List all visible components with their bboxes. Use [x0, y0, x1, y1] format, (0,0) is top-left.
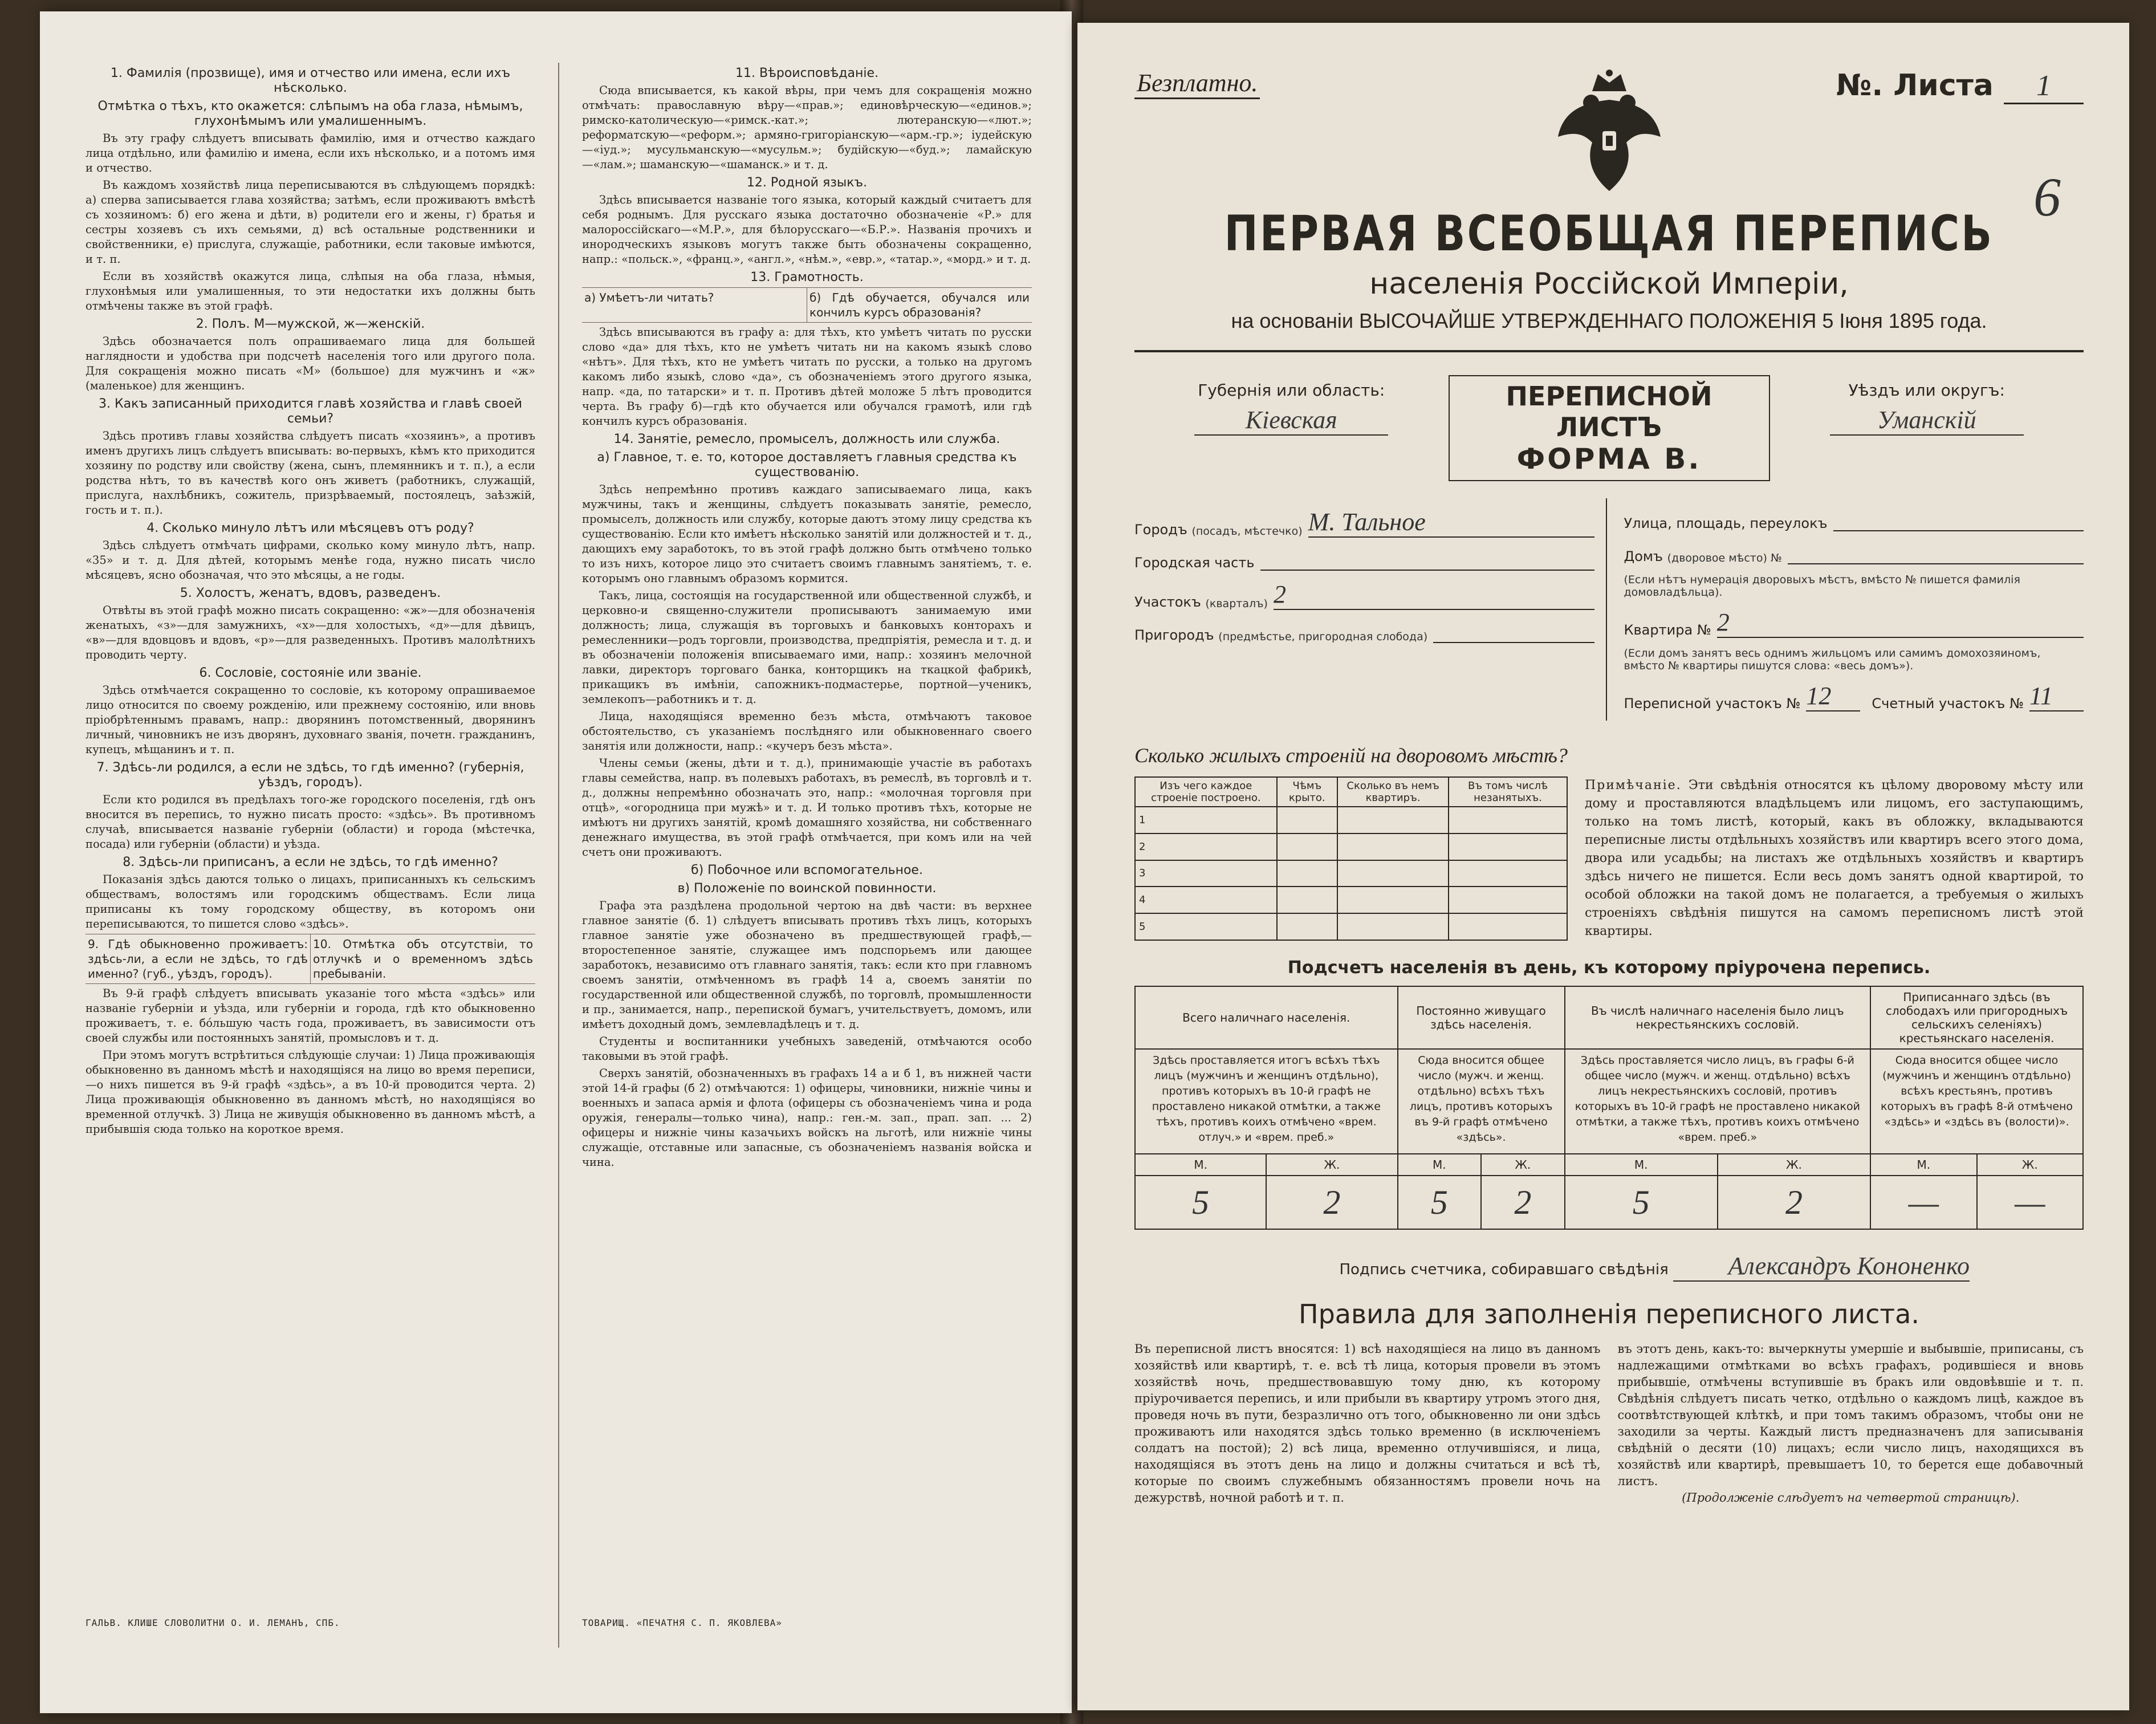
district-value: Уманскій [1830, 405, 2024, 436]
paragraph: Здѣсь непремѣнно противъ каждаго записываемаго лица, какъ мужчины, такъ и женщины, слѣдуетъ показывать занятіе, ремесло, промыселъ, должность или службу, которые даютъ этому лицу средства къ существованію. Если кто имѣетъ нѣсколько занятій или должностей и т. д., дающихъ ему заработокъ, то въ этой графѣ должно быть отмѣчено только то изъ нихъ, которое лицо это считаетъ своимъ главнымъ занятіемъ, т. е. которымъ оно главнымъ образомъ кормится. [582, 483, 1032, 585]
house-field: Домъ (дворовое мѣсто) № [1624, 540, 2084, 564]
paragraph: Члены семьи (жены, дѣти и т. д.), принимающіе участіе въ работахъ главы семейства, напр. въ полевыхъ работахъ, въ ремеслѣ, въ торговлѣ и т. д., должны непремѣнно обозначать это, напр.: «молочная торговля при отцѣ», «огородница при мужѣ» и т. д. И только противъ тѣхъ, которые не имѣютъ ни другихъ занятій, кромѣ домашняго хозяйства, ни собственнаго денежнаго имущества, въ этой графѣ отмѣчается, при комъ или на чей счетъ они проживаютъ. [582, 757, 1032, 859]
count-value: — [1977, 1176, 2084, 1229]
table-row [1135, 1176, 2083, 1229]
count-value: 5 [1565, 1176, 1718, 1229]
ward-field: Участокъ (кварталъ) 2 [1134, 580, 1594, 610]
paragraph: Здѣсь обозначается полъ опрашиваемаго лица для большей наглядности и удобства при подсчетѣ населенія того или другого пола. Для сокращенія можно писать «М» (большое) для мужчинъ и «ж» (маленькое) для женщинъ. [86, 335, 535, 392]
printer-imprint: ГАЛЬВ. КЛИШЕ СЛОВОЛИТНИ О. И. ЛЕМАНЪ, СПБ. [86, 1617, 340, 1628]
free-label: Безплатно. [1134, 68, 1260, 99]
sheet-number: №. Листа 1 [1836, 68, 2084, 104]
split-heading [582, 287, 1032, 323]
section-heading: 13. Грамотность. [750, 270, 864, 284]
paragraph: Показанія здѣсь даются только о лицахъ, приписанныхъ къ сельскимъ обществамъ, волостямъ или городскимъ обществамъ. Если лица приписаны къ тому городскому обществу, въ которомъ они переписываются, то пишется слово «здѣсь». [86, 873, 535, 930]
legal-basis: на основаніи ВЫСОЧАЙШЕ УТВЕРЖДЕННАГО ПОЛОЖЕНІЯ 5 Іюня 1895 года. [1134, 309, 2084, 352]
table-row: 1 [1135, 807, 1567, 833]
paragraph: Здѣсь противъ главы хозяйства слѣдуетъ писать «хозяинъ», а противъ именъ другихъ лицъ слѣдуетъ вписывать: во-первыхъ, кѣмъ кто приходится хозяину по родству или свойству (жена, сынъ, племянникъ и т. п.), а если родства нѣтъ, то въ качествѣ кого онъ живетъ (работникъ, служащій, прислуга, нахлѣбникъ, сожитель, призрѣваемый, постоялецъ, заѣзжій, гость и т. п.). [86, 429, 535, 517]
city-part-field: Городская часть [1134, 547, 1594, 571]
address-fields [1134, 498, 2084, 721]
column-header: Чѣмъ крыто. [1277, 777, 1337, 807]
paragraph: Въ эту графу слѣдуетъ вписывать фамилію, имя и отчество каждаго лица отдѣльно, или фамилію и имена, если ихъ нѣсколько, и а потомъ имя и отчество. [86, 132, 535, 174]
signature-value: Александръ Кононенко [1673, 1251, 1970, 1282]
handwritten-number: 6 [2033, 166, 2061, 227]
note-text: Эти свѣдѣнія относятся къ цѣлому дворовому мѣсту или дому и проставляются владѣльцемъ или лицомъ, его заступающимъ, только на томъ листѣ, который, какъ въ обложку, вкладываются переписные листы отдѣльныхъ хозяйствъ или квартиръ всего этого дома, двора или усадьбы; на листахъ же отдѣльныхъ хозяйствъ и квартиръ здѣсь ничего не пишется. Если весь домъ занятъ одной квартирой, то особой обложки на такой домъ не полагается, а требуемыя о жилыхъ строеніяхъ свѣдѣнія пишутся на самомъ переписномъ листѣ этой квартиры. [1585, 778, 2084, 938]
column-header: Приписаннаго здѣсь (въ слободахъ или пригородныхъ сельскихъ селеніяхъ) крестьянскаго населенія. [1870, 986, 2083, 1049]
signature-label: Подпись счетчика, собиравшаго свѣдѣнія [1339, 1261, 1669, 1278]
table-row: 3 [1135, 860, 1567, 887]
column-header: Постоянно живущаго здѣсь населенія. [1398, 986, 1565, 1049]
table-row: 5 [1135, 913, 1567, 940]
page-title: ПЕРВАЯ ВСЕОБЩАЯ ПЕРЕПИСЬ [1224, 205, 1994, 262]
section-heading: 14. Занятіе, ремесло, промыселъ, должность или служба. [613, 432, 1000, 446]
count-value: 2 [1481, 1176, 1565, 1229]
section-heading: 2. Полъ. М—мужской, ж—женскій. [196, 317, 425, 331]
apartment-value: 2 [1717, 608, 2084, 638]
left-page [40, 11, 1072, 1713]
count-value: 5 [1398, 1176, 1481, 1229]
table-header-row [1135, 986, 2083, 1049]
population-count-table [1134, 986, 2084, 1230]
paragraph: Здѣсь вписываются въ графу а: для тѣхъ, кто умѣетъ читать по русски слово «да» для тѣхъ, кто не умѣетъ читать ни на какомъ языкѣ слово «нѣтъ». Для тѣхъ, кто не умѣетъ читать по русски, а только на другомъ какомъ либо языкѣ, слово «да», съ обозначеніемъ этого другого языка, напр. «да, по татарски» и т. п. Противъ дѣтей моложе 5 лѣтъ проводится черта. Въ графу б)—гдѣ кто обучается или обучался грамотѣ, или гдѣ кончилъ курсъ образованія. [582, 326, 1032, 428]
section-heading: 4. Сколько минуло лѣтъ или мѣсяцевъ отъ роду? [147, 521, 474, 535]
city-field: Городъ (посадъ, мѣстечко) М. Тальное [1134, 507, 1594, 538]
count-section-value: 11 [2029, 681, 2084, 711]
column-header: Всего наличнаго населенія. [1135, 986, 1398, 1049]
table-row: 4 [1135, 887, 1567, 913]
signature-row [1134, 1246, 2084, 1282]
left-column-2 [582, 63, 1032, 1648]
split-heading-right: 10. Отмѣтка объ отсутствіи, то отлучкѣ и о временномъ здѣсь пребываніи. [310, 934, 535, 983]
column-header: Въ томъ числѣ незанятыхъ. [1449, 777, 1567, 807]
apartment-field: Квартира № 2 [1624, 608, 2084, 638]
count-value: — [1870, 1176, 1976, 1229]
table-header-row [1135, 777, 1567, 807]
count-value: 2 [1266, 1176, 1397, 1229]
column-header: Изъ чего каждое строеніе построено. [1135, 777, 1277, 807]
suburb-field: Пригородъ (предмѣстье, пригородная слобода) [1134, 619, 1594, 643]
column-header: Въ числѣ наличнаго населенія было лицъ некрестьянскихъ сословій. [1565, 986, 1871, 1049]
district-label: Уѣздъ или округъ: [1848, 381, 2005, 400]
paragraph: Въ 9-й графѣ слѣдуетъ вписывать указаніе того мѣста «здѣсь» или названіе губерніи и уѣзда, или губерніи и города, гдѣ кто обыкновенно проживаетъ, т. е. бóльшую часть года, проживаетъ, въ зависимости отъ своей службы или постоянныхъ занятій, промысловъ и т. д. [86, 987, 535, 1044]
paragraph: Здѣсь слѣдуетъ отмѣчать цифрами, сколько кому минуло лѣтъ, напр. «35» и т. д. Для дѣтей, которымъ менѣе года, нужно писать число мѣсяцевъ, ясно обозначая, что это мѣсяцы, а не годы. [86, 539, 535, 582]
buildings-section [1134, 776, 2084, 941]
ward-value: 2 [1274, 580, 1594, 610]
sheet-number-value: 1 [2004, 69, 2084, 104]
form-title: ПЕРЕПИСНОЙ ЛИСТЪ [1506, 381, 1712, 442]
continuation-note: (Продолженіе слѣдуетъ на четвертой страницѣ). [1682, 1491, 2020, 1505]
province-block [1134, 375, 1449, 481]
paragraph: Студенты и воспитанники учебныхъ заведеній, отмѣчаются особо таковыми въ этой графѣ. [582, 1035, 1032, 1063]
form-header [1134, 375, 2084, 481]
section-subheading: б) Побочное или вспомогательное. [691, 863, 923, 877]
split-heading [86, 934, 535, 984]
paragraph: Сверхъ занятій, обозначенныхъ въ графахъ 14 а и б 1, въ нижней части этой 14-й графы (б 2) отмѣчаются: 1) офицеры, чиновники, нижніе чины и военныхъ и запаса армія и флота (офицеры съ обозначеніемъ чина и рода оружія, генералы—только чина), напр.: ген.-м. зап., прап. зап. ... 2) офицеры и нижніе чины казачьихъ войскъ на льготѣ, или нижніе чины служащіе, отставные или запасные, съ обозначеніемъ названія войска и чина. [582, 1067, 1032, 1169]
count-title: Подсчетъ населенія въ день, къ которому пріурочена перепись. [1287, 958, 1931, 978]
count-value: 5 [1135, 1176, 1266, 1229]
section-heading: 8. Здѣсь-ли приписанъ, а если не здѣсь, то гдѣ именно? [123, 855, 498, 869]
suburb-value [1433, 619, 1594, 643]
paragraph: Здѣсь вписывается названіе того языка, который каждый считаетъ для себя роднымъ. Для русскаго языка достаточно обозначеніе «Р.» для малороссійскаго—«М.Р.», для бѣлорусскаго—«Б.Р.». Названія прочихъ и инородческихъ языковъ могутъ также быть обозначены сокращенно, напр.: «польск.», «франц.», «англ.», «нѣм.», «евр.», «татар.», «морд.» и т. д. [582, 193, 1032, 266]
address-left [1134, 498, 1607, 721]
apartment-note: (Если домъ занятъ весь однимъ жильцомъ или самимъ домохозяиномъ, вмѣсто № квартиры пишутся слова: «весь домъ»). [1624, 647, 2041, 672]
section-heading: 5. Холостъ, женатъ, вдовъ, разведенъ. [180, 586, 441, 600]
section-numbers-field: Переписной участокъ № 12 Счетный участокъ № 11 [1624, 681, 2084, 711]
housing-question: Сколько жилыхъ строеній на дворовомъ мѣстѣ? [1134, 744, 1568, 767]
city-part-value [1260, 547, 1594, 571]
province-label: Губернія или область: [1198, 381, 1385, 400]
paragraph: Если въ хозяйствѣ окажутся лица, слѣпыя на оба глаза, нѣмыя, глухонѣмыя или умалишенныя, то эти недостатки ихъ должны быть отмѣчены также въ этой графѣ. [86, 270, 535, 312]
split-heading-right: б) Гдѣ обучается, обучался или кончилъ курсъ образованія? [807, 288, 1032, 322]
section-heading: 11. Вѣроисповѣданіе. [735, 66, 878, 80]
page-subtitle: населенія Россійской Имперіи, [1369, 267, 1849, 301]
house-note: (Если нѣтъ нумерація дворовыхъ мѣстъ, вмѣсто № пишется фамилія домовладѣльца). [1624, 574, 2020, 599]
section-heading: 3. Какъ записанный приходится главѣ хозяйства и главѣ своей семьи? [99, 397, 522, 426]
form-letter: ФОРМА В. [1516, 442, 1702, 475]
rules-text [1134, 1341, 2084, 1506]
census-section-value: 12 [1806, 681, 1860, 711]
paragraph: Здѣсь отмѣчается сокращенно то сословіе, къ которому опрашиваемое лицо относится по своему рожденію, или прежнему состоянію, или вновь пріобрѣтеннымъ правамъ, напр.: дворянинъ потомственный, дворянинъ личный, чиновникъ не изъ дворянъ, духовнаго званія, почетн. гражданинъ, купецъ, мѣщанинъ и т. п. [86, 684, 535, 756]
section-heading: 6. Сословіе, состояніе или званіе. [199, 666, 422, 680]
header-row [1134, 68, 2084, 227]
split-heading-left: а) Умѣетъ-ли читать? [584, 291, 714, 304]
section-heading: Отмѣтка о тѣхъ, кто окажется: слѣпымъ на оба глаза, нѣмымъ, глухонѣмымъ или умалишеннымъ. [97, 99, 523, 128]
section-heading: 12. Родной языкъ. [746, 176, 868, 190]
paragraph: Такъ, лица, состоящія на государственной или общественной службѣ, и церковно-и священно-служители прописываютъ занимаемую ими должность; лица, служащія въ торговыхъ и банковыхъ конторахъ и ремесленники—родъ торговли, производства, предпріятія, ремесла и т. д. и въ обозначеніи положенія вписываемаго ими, напр.: хозяинъ мелочной лавки, директоръ торговаго банка, конторщикъ на ткацкой фабрикѣ, прикащикъ въ имѣніи, сапожникъ-подмастерье, портной—ученикъ, землекопъ—работникъ и т. д. [582, 589, 1032, 706]
form-title-box [1449, 375, 1770, 481]
street-field: Улица, площадь, переулокъ [1624, 507, 2084, 531]
printer-imprint: ТОВАРИЩ. «ПЕЧАТНЯ С. П. ЯКОВЛЕВА» [582, 1617, 782, 1628]
column-header: Сколько въ немъ квартиръ. [1337, 777, 1449, 807]
paragraph: Отвѣты въ этой графѣ можно писать сокращенно: «ж»—для обозначенія женатыхъ, «з»—для замужнихъ, «х»—для холостыхъ, «д»—для дѣвицъ, «в»—для вдовцовъ и вдовъ, «р»—для разведенныхъ. Противъ малолѣтнихъ проводить черту. [86, 604, 535, 661]
section-subheading: в) Положеніе по воинской повинности. [677, 881, 937, 896]
city-value: М. Тальное [1308, 507, 1594, 538]
province-value: Кіевская [1194, 405, 1388, 436]
paragraph: Въ каждомъ хозяйствѣ лица переписываются въ слѣдующемъ порядкѣ: а) сперва записывается глава хозяйства; затѣмъ, если проживаютъ вмѣстѣ съ хозяиномъ: б) его жена и дѣти, в) родители его и жены, г) братья и сестры хозяевъ съ ихъ семьями, д) всѣ остальные родственники и свойственники, е) прислуга, служащіе, работники, если таковые имѣются, и т. п. [86, 178, 535, 266]
section-heading: 1. Фамилія (прозвище), имя и отчество или имена, если ихъ нѣсколько. [110, 66, 511, 95]
paragraph: Лица, находящіяся временно безъ мѣста, отмѣчаютъ таковое обстоятельство, съ указаніемъ послѣдняго или обыкновеннаго своего занятія или должности, напр.: «кучеръ безъ мѣста». [582, 710, 1032, 753]
paragraph: При этомъ могутъ встрѣтиться слѣдующіе случаи: 1) Лица проживающія обыкновенно въ данномъ мѣстѣ и находящіяся на лицо во время переписи,—о нихъ пишется въ 9-й графѣ «здѣсь», а въ 10-й проводится черта. 2) Лица проживающія обыкновенно въ данномъ мѣстѣ, но находящіяся во временной отлучкѣ. 3) Лица не живущія обыкновенно въ данномъ мѣстѣ, а прибывшія сюда только на короткое время. [86, 1048, 535, 1136]
note-label: Примѣчаніе. [1585, 778, 1682, 792]
section-subheading: а) Главное, т. е. то, которое доставляетъ главныя средства къ существованію. [597, 450, 1017, 479]
table-row: М. Ж. М. Ж. М. Ж. М. Ж. [1135, 1154, 2083, 1176]
double-headed-eagle-icon [1552, 68, 1666, 200]
note-block [1585, 776, 2084, 941]
table-row: Здѣсь проставляется итогъ всѣхъ тѣхъ лицъ (мужчинъ и женщинъ отдѣльно), противъ которыхъ въ 10-й графѣ не проставлено никакой отмѣтки, а также тѣхъ, противъ коихъ отмѣчено «врем. отлуч.» и «врем. преб.» Сюда вносится общее число (мужч. и женщ. отдѣльно) всѣхъ тѣхъ лицъ, противъ которыхъ въ 9-й графѣ отмѣчено «здѣсь». Здѣсь проставляется число лицъ, въ графы 6-й общее число (мужч. и женщ. отдѣльно) всѣхъ лицъ некрестьянскихъ сословій, противъ которыхъ въ 10-й графѣ не проставлено никакой отмѣтки, а также тѣхъ, противъ коихъ отмѣчено «врем. преб.» Сюда вносится общее число (мужчинъ и женщинъ отдѣльно) всѣхъ крестьянъ, противъ которыхъ въ графѣ 8-й отмѣчено «здѣсь» и «здѣсь въ (волости)». [1135, 1049, 2083, 1154]
street-value [1833, 507, 2084, 531]
rules-column-1: Въ переписной листъ вносятся: 1) всѣ находящіеся на лицо въ данномъ хозяйствѣ или квартирѣ, т. е. всѣ тѣ лица, которыя провели въ этомъ хозяйствѣ ночь, предшествовавшую тому дню, къ которому пріурочивается перепись, и или прибыли въ квартиру утромъ этого дня, проведя ночь въ пути, безразлично отъ того, обыкновенно ли они здѣсь проживаютъ или находятся здѣсь только временно (в исключеніемъ солдатъ на постой); 2) всѣ лица, временно отлучившіяся, и лица, находящіяся въ этотъ день на лицо и должны считаться и всѣ тѣ, которые по своимъ служебнымъ обязанностямъ провели ночь на дежурствѣ, ночной работѣ и т. п. [1134, 1342, 1601, 1505]
left-column-1 [86, 63, 535, 1648]
column-divider [558, 63, 559, 1648]
split-heading-left: 9. Гдѣ обыкновенно проживаетъ: здѣсь-ли, а если не здѣсь, то гдѣ именно? (губ., уѣздъ, городъ). [88, 937, 308, 981]
rules-title: Правила для заполненія переписного листа. [1299, 1299, 1919, 1329]
table-row: 2 [1135, 833, 1567, 860]
right-page [1077, 23, 2129, 1710]
count-value: 2 [1718, 1176, 1870, 1229]
rules-column-2: въ этотъ день, какъ-то: вычеркнуты умершіе и выбывшіе, приписаны, съ надлежащими отмѣтками во всѣхъ графахъ, родившіеся и вновь прибывшіе, отмѣчены вступившіе въ бракъ или овдовѣвшіе и т. п. Свѣдѣнія слѣдуетъ писать четко, отдѣльно о каждомъ лицѣ, каждое въ соотвѣтствующей клѣткѣ, и при томъ такимъ образомъ, чтобы они не заходили за черты. Каждый листъ предназначенъ для записыванія свѣдѣній о десяти (10) лицахъ; если число лицъ, находящихся въ хозяйствѣ или квартирѣ, превышаетъ 10, то берется еще добавочный листъ. (Продолженіе слѣдуетъ на четвертой страницѣ). [1618, 1341, 2084, 1506]
address-right [1607, 498, 2084, 721]
paragraph: Графа эта раздѣлена продольной чертою на двѣ части: въ верхнее главное занятіе (б. 1) слѣдуетъ вписывать противъ тѣхъ лицъ, которыхъ главное занятіе уже обозначено въ предшествующей графѣ,—второстепенное занятіе, служащее имъ подспорьемъ или дающее заработокъ, независимо отъ главнаго занятія, такъ: если кто при главномъ своемъ занятіи, отмѣченномъ въ графѣ 14 а, своемъ занятіи по государственной или общественной службѣ, по торговлѣ, промышленности и пр., занимается, напр., перепиской бумагъ, учительствуетъ, домомъ, или имѣетъ доходный домъ, землевладѣлецъ и т. д. [582, 899, 1032, 1031]
paragraph: Если кто родился въ предѣлахъ того-же городского поселенія, гдѣ онъ вносится въ перепись, то нужно писать просто: «здѣсь». Въ противномъ случаѣ, вписывается названіе губерніи (области) и города (мѣстечка, посада) или губерніи (области) и уѣзда. [86, 793, 535, 851]
district-block [1770, 375, 2084, 481]
house-value [1788, 540, 2084, 564]
buildings-table [1134, 776, 1568, 941]
paragraph: Сюда вписывается, къ какой вѣры, при чемъ для сокращенія можно отмѣчать: православную вѣру—«прав.»; единовѣрческую—«единов.»; римско-католическую—«римск.-кат.»; лютеранскую—«лют.»; реформатскую—«реформ.»; армяно-григоріанскую—«арм.-гр.»; іудейскую—«іуд.»; мусульманскую—«мусульм.»; будійскую—«буд.»; ламайскую—«лам.»; шаманскую—«шаманск.» и т. д. [582, 84, 1032, 171]
section-heading: 7. Здѣсь-ли родился, а если не здѣсь, то гдѣ именно? (губернія, уѣздъ, городъ). [96, 761, 524, 790]
